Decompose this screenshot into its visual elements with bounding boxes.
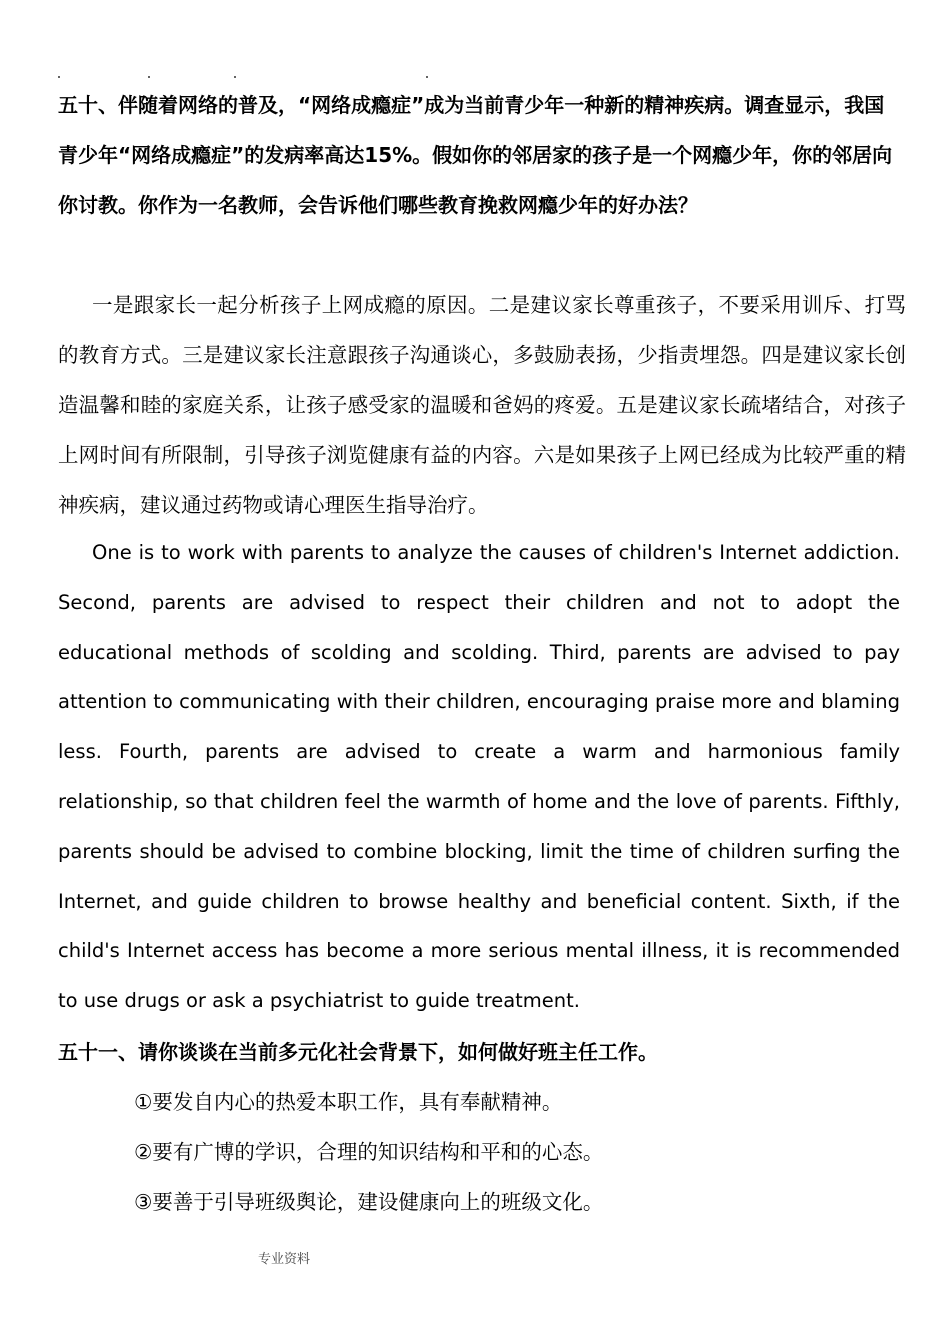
question-50: 五十、伴随着网络的普及，“网络成瘾症”成为当前青少年一种新的精神疾病。调查显示，我国青少年“网络成瘾症”的发病率高达15%。假如你的邻居家的孩子是一个网瘾少年，你的邻居向你讨教。你作为一名教师，会告诉他们哪些教育挽救网瘾少年的好办法？: [58, 93, 893, 217]
list-item: ③要善于引导班级舆论，建设健康向上的班级文化。: [134, 1190, 604, 1214]
answer-51-list: [134, 1077, 894, 1227]
answer-50-english: One is to work with parents to analyze the causes of children's Internet addiction. Second, parents are advised to respect their children and not to adopt the educational methods of scolding and scolding. Third, parents are advised to pay attention to communicating with their children, encouraging praise more and blaming less. Fourth, parents are advised to create a warm and harmonious family relationship, so that children feel the warmth of home and the love of parents. Fifthly, parents should be advised to combine blocking, limit the time of children surfing the Internet, and guide children to browse healthy and beneficial content. Sixth, if the child's Internet access has become a more serious mental illness, it is recommended to use drugs or ask a psychiatrist to guide treatment.: [58, 541, 900, 1013]
list-item: ②要有广博的学识，合理的知识结构和平和的心态。: [134, 1140, 604, 1164]
answer-50-chinese: 一是跟家长一起分析孩子上网成瘾的原因。二是建议家长尊重孩子，不要采用训斥、打骂的教育方式。三是建议家长注意跟孩子沟通谈心，多鼓励表扬，少指责埋怨。四是建议家长创造温馨和睦的家庭关系，让孩子感受家的温暖和爸妈的疼爱。五是建议家长疏堵结合，对孩子上网时间有所限制，引导孩子浏览健康有益的内容。六是如果孩子上网已经成为比较严重的精神疾病，建议通过药物或请心理医生指导治疗。: [58, 293, 906, 517]
list-item: ①要发自内心的热爱本职工作，具有奉献精神。: [134, 1090, 563, 1114]
page-footer: 专业资料: [258, 1252, 311, 1267]
question-51: 五十一、请你谈谈在当前多元化社会背景下，如何做好班主任工作。: [58, 1040, 658, 1064]
